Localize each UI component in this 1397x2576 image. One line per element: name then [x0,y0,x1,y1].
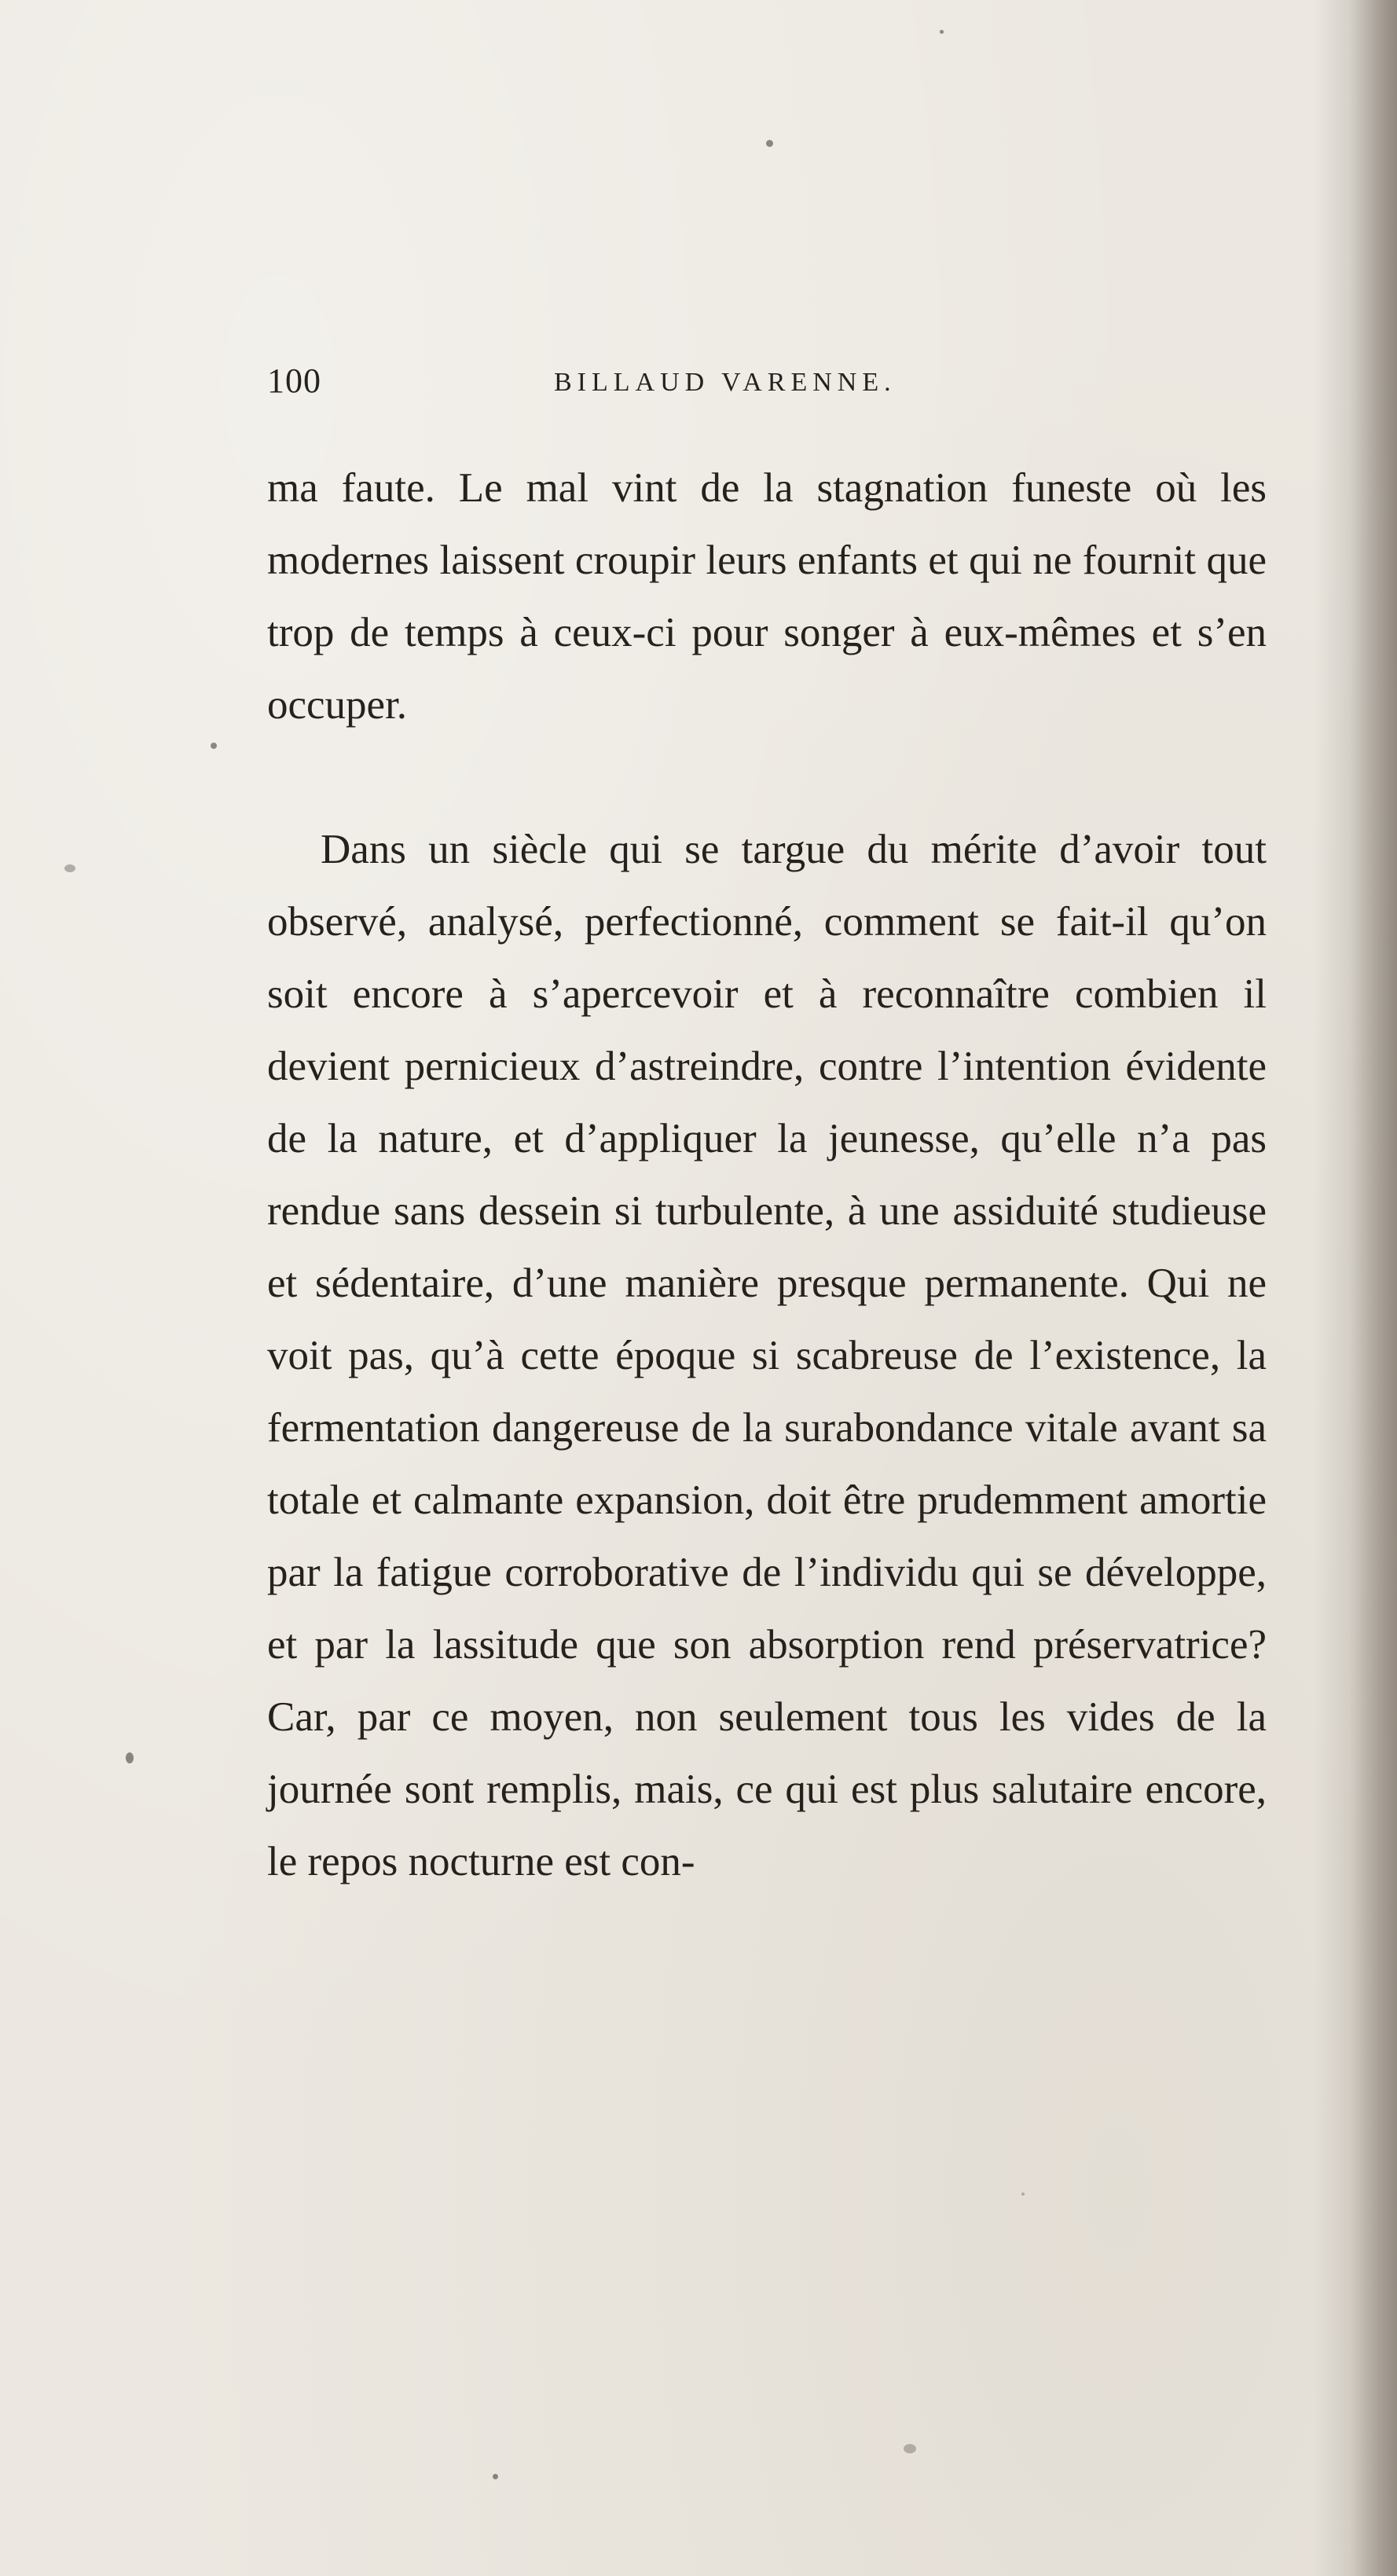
paper-speck [211,743,217,749]
paper-speck [1021,2193,1025,2196]
page-header [267,358,990,405]
paper-speck [904,2444,916,2453]
paper-speck [493,2474,498,2479]
paper-speck [940,30,944,34]
binding-shadow [1350,0,1397,2576]
paragraph-1: ma faute. Le mal vint de la stagnation funeste où les modernes laissent croupir leurs enfants et qui ne fournit que trop de temps à ceux-ci pour songer à eux-mêmes et s’en occuper. [267,465,1267,728]
paper-speck [64,864,75,872]
paragraph-2: Dans un siècle qui se targue du mérite d’avoir tout observé, analysé, perfectionné, comment se fait-il qu’on soit encore à s’apercevoir et à reconnaître combien il devient pernicieux d’astreindre, contre l’intention évidente de la nature, et d’appliquer la jeunesse, qu’elle n’a pas rendue sans dessein si turbulente, à une assiduité studieuse et sédentaire, d’une manière presque permanente. Qui ne voit pas, qu’à cette époque si scabreuse de l’existence, la fermentation dangereuse de la surabondance vitale avant sa totale et calmante expansion, doit être prudemment amortie par la fatigue corroborative de l’individu qui se développe, et par la lassitude que son absorption rend préservatrice? Car, par ce moyen, non seulement tous les vides de la journée sont remplis, mais, ce qui est plus salutaire encore, le repos nocturne est con- [267,827,1267,1884]
page-number: 100 [267,361,321,400]
running-head: BILLAUD VARENNE. [554,368,896,397]
paper-speck [126,1752,134,1763]
body-text [267,452,1267,1898]
paper-speck [766,140,773,147]
